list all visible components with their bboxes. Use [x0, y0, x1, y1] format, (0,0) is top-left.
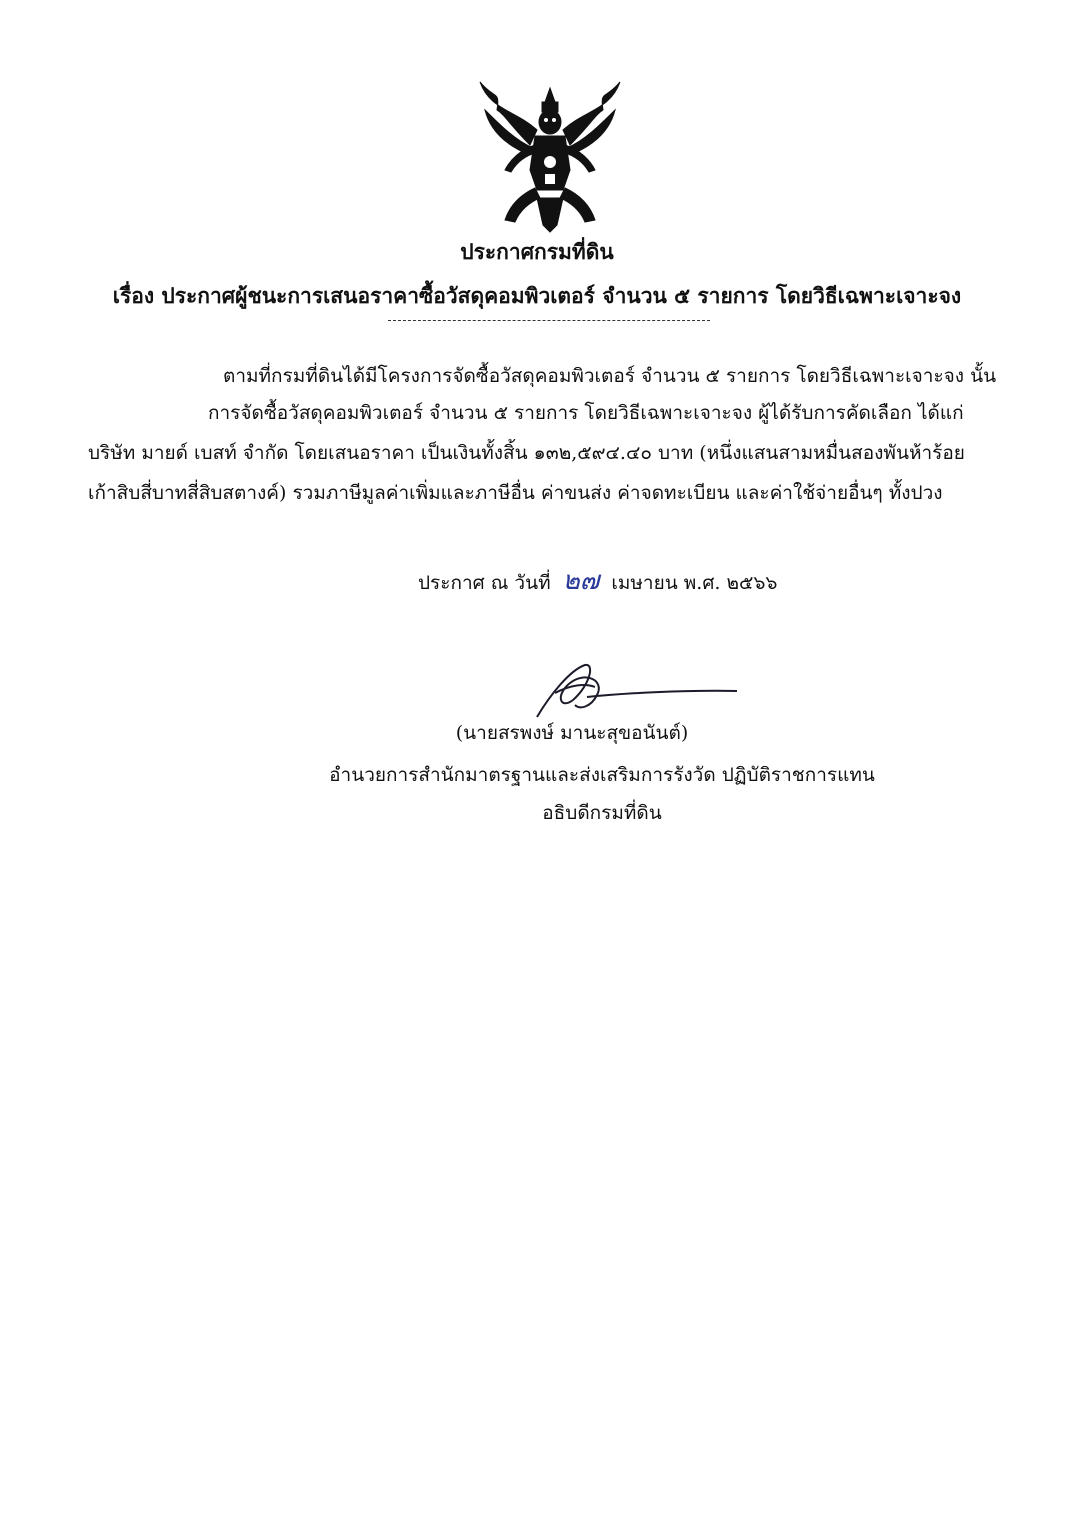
body-line-4: เก้าสิบสี่บาทสี่สิบสตางค์) รวมภาษีมูลค่าเพิ่มและภาษีอื่น ค่าขนส่ง ค่าจดทะเบียน และค่าใช้จ่ายอื่นๆ ทั้งปวง: [88, 482, 943, 504]
separator-line: [388, 320, 710, 321]
announcement-date: [418, 560, 778, 601]
garuda-emblem: [475, 70, 625, 235]
document-subject: เรื่อง ประกาศผู้ชนะการเสนอราคาซื้อวัสดุคอมพิวเตอร์ จำนวน ๕ รายการ โดยวิธีเฉพาะเจาะจง: [112, 283, 962, 308]
body-line-1: ตามที่กรมที่ดินได้มีโครงการจัดซื้อวัสดุคอมพิวเตอร์ จำนวน ๕ รายการ โดยวิธีเฉพาะเจาะจง นั้น: [223, 365, 997, 387]
handwritten-signature: [525, 655, 745, 725]
handwritten-day: ๒๗: [562, 566, 600, 596]
signatory-name-text: (นายสรพงษ์ มานะสุขอนันต์): [455, 722, 689, 744]
signatory-name: [0, 718, 1074, 748]
date-prefix: ประกาศ ณ วันที่: [418, 572, 551, 594]
signatory-position: [0, 760, 1074, 790]
body-line-2: การจัดซื้อวัสดุคอมพิวเตอร์ จำนวน ๕ รายการ โดยวิธีเฉพาะเจาะจง ผู้ได้รับการคัดเลือก ได้แก่: [208, 402, 964, 424]
date-suffix: เมษายน พ.ศ. ๒๕๖๖: [611, 572, 778, 594]
body-line-3: บริษัท มายด์ เบสท์ จำกัด โดยเสนอราคา เป็นเงินทั้งสิ้น ๑๓๒,๕๙๔.๔๐ บาท (หนึ่งแสนสามหมื่นสองพันห้าร้อย: [88, 442, 965, 464]
signatory-position-text: อำนวยการสำนักมาตรฐานและส่งเสริมการรังวัด ปฏิบัติราชการแทน: [329, 764, 875, 786]
signatory-authority-text: อธิบดีกรมที่ดิน: [542, 802, 662, 824]
signatory-authority: [0, 798, 1074, 828]
document-title: ประกาศกรมที่ดิน: [460, 239, 614, 264]
